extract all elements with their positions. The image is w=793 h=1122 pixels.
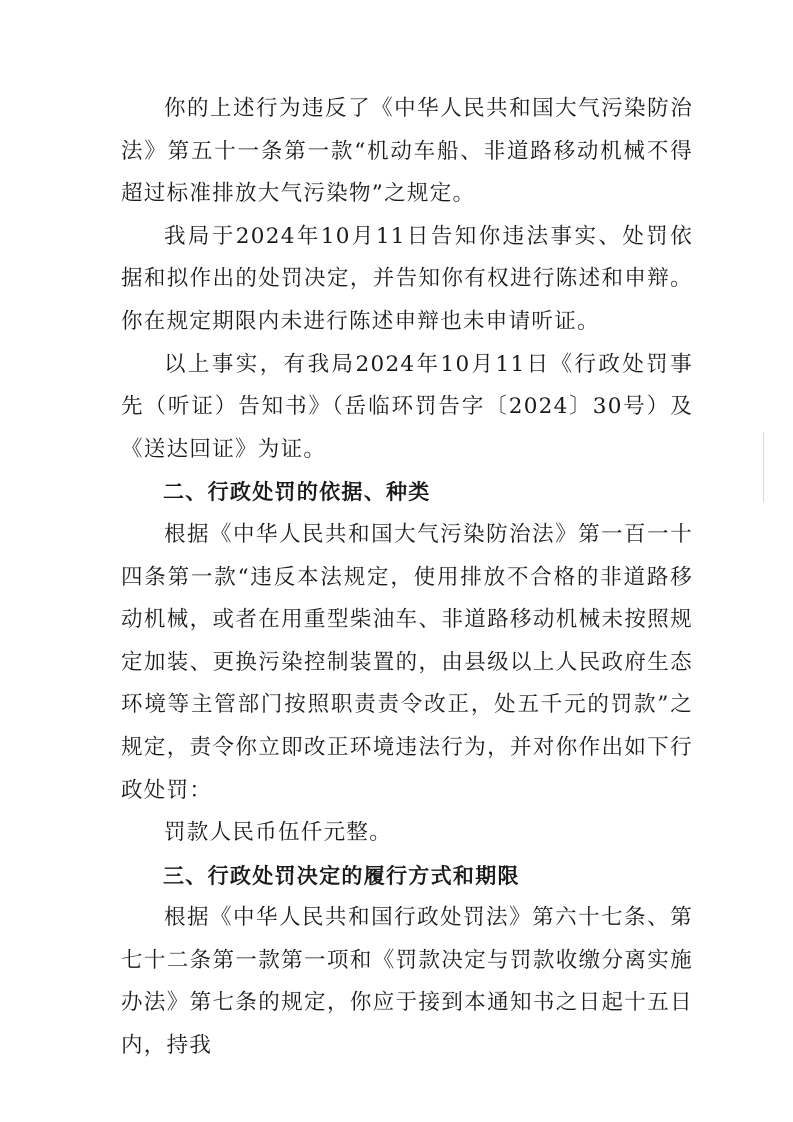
- paragraph-execution: 根据《中华人民共和国行政处罚法》第六十七条、第七十二条第一款第一项和《罚款决定与罚款收缴分离实施办法》第七条的规定，你应于接到本通知书之日起十五日内，持我: [121, 905, 693, 1059]
- section-heading-basis: 二、行政处罚的依据、种类: [163, 480, 431, 505]
- paragraph-legal-basis: 根据《中华人民共和国大气污染防治法》第一百一十四条第一款“违反本法规定，使用排放不合格的非道路移动机械，或者在用重型柴油车、非道路移动机械未按照规定加装、更换污染控制装置的，由县级以上人民政府生态环境等主管部门按照职责责令改正，处五千元的罚款”之规定，责令你立即改正环境违法行为，并对你作出如下行政处罚：: [121, 521, 693, 803]
- paragraph-penalty: 罚款人民币伍仟元整。: [164, 820, 393, 846]
- paragraph-violation: 你的上述行为违反了《中华人民共和国大气污染防治法》第五十一条第一款“机动车船、非道路移动机械不得超过标准排放大气污染物”之规定。: [121, 96, 693, 207]
- paragraph-evidence: 以上事实，有我局2024年10月11日《行政处罚事先（听证）告知书》（岳临环罚告字〔2024〕30号）及《送达回证》为证。: [121, 351, 693, 462]
- paragraph-notification: 我局于2024年10月11日告知你违法事实、处罚依据和拟作出的处罚决定，并告知你有权进行陈述和申辩。你在规定期限内未进行陈述申辩也未申请听证。: [121, 223, 693, 334]
- scan-edge-mark: [763, 432, 764, 502]
- document-body: [121, 88, 693, 1068]
- section-heading-execution: 三、行政处罚决定的履行方式和期限: [163, 863, 520, 888]
